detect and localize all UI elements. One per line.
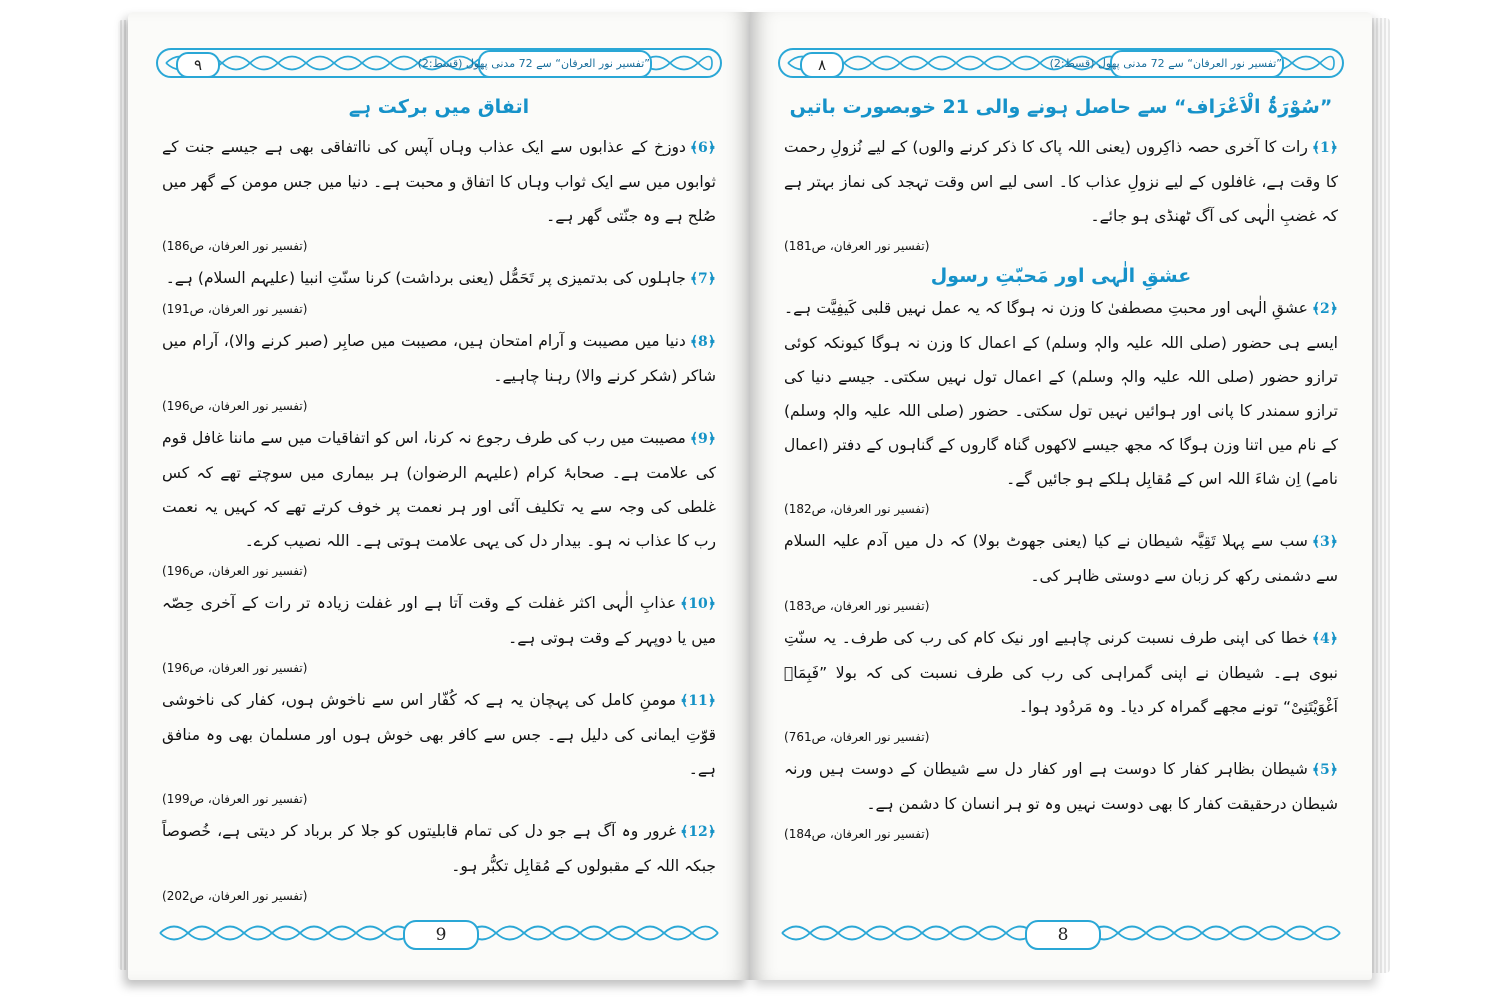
reference: (تفسیر نور العرفان، ص184) xyxy=(784,827,930,841)
list-item xyxy=(784,621,1338,724)
item-text: سب سے پہلا تَقِیَّہ شیطان نے کیا (یعنی جھوٹ بولا) کہ دل میں آدم علیہ السلام سے دشمنی رکھ کر زبان سے دوستی ظاہر کی۔ xyxy=(784,532,1338,585)
footer-ornament-band xyxy=(778,918,1344,948)
reference: (تفسیر نور العرفان، ص186) xyxy=(162,239,308,253)
item-text: دنیا میں مصیبت و آرام امتحان ہیں، مصیبت میں صابِر (صبر کرنے والا)، آرام میں شاکر (شکر کرنے والا) رہنا چاہیے۔ xyxy=(162,332,716,385)
reference: (تفسیر نور العرفان، ص202) xyxy=(162,889,308,903)
header-page-number: ۹ xyxy=(176,52,220,78)
reference: (تفسیر نور العرفان، ص191) xyxy=(162,302,308,316)
item-text: خطا کی اپنی طرف نسبت کرنی چاہیے اور نیک کام کی رب کی طرف۔ یہ سنّتِ نبوی ہے۔ شیطان نے اپنی گمراہی کی رب کی طرف نسبت کی کہ بولا ”فَبِمَاۤ اَغْوَیْتَنِیْ“ تونے مجھے گمراہ کر دیا۔ وہ مَردُود ہوا۔ xyxy=(784,629,1338,716)
item-text: عذابِ الٰہی اکثر غفلت کے وقت آتا ہے اور غفلت زیادہ تر رات کے آخری حِصّہ میں یا دوپہر کے وقت ہوتی ہے۔ xyxy=(162,594,716,647)
section-heading: عشقِ الٰہی اور مَحبّتِ رسول xyxy=(930,265,1192,287)
list-item xyxy=(162,814,716,883)
list-item xyxy=(162,261,716,296)
item-number: ﴿7﴾ xyxy=(689,271,716,287)
item-number: ﴿5﴾ xyxy=(1311,762,1338,778)
footer-page-number: 8 xyxy=(1025,920,1101,950)
item-text: رات کا آخری حصہ ذاکِروں (یعنی اللہ پاک کا ذکر کرنے والوں) کے لیے نُزولِ رحمت کا وقت ہے، غافلوں کے لیے نزولِ عذاب کا۔ اسی لیے اس وقت تہجد کی نماز بہتر ہے کہ غضبِ الٰہی کی آگ ٹھنڈی ہو جائے۔ xyxy=(784,138,1338,225)
chapter-heading: ”سُوْرَۃُ الْاَعْرَاف“ سے حاصل ہونے والی 21 خوبصورت باتیں xyxy=(789,96,1333,118)
list-item xyxy=(784,752,1338,821)
list-item xyxy=(784,291,1338,496)
item-number: ﴿1﴾ xyxy=(1311,140,1338,156)
list-item xyxy=(162,130,716,233)
item-number: ﴿11﴾ xyxy=(680,693,716,709)
item-text: شیطان بظاہر کفار کا دوست ہے اور کفار دل سے شیطان کے دوست ہیں ورنہ شیطان درحقیقت کفار کا بھی دوست نہیں وہ تو ہر انسان کا دشمن ہے۔ xyxy=(784,760,1338,813)
footer-ornament-band xyxy=(156,918,722,948)
reference: (تفسیر نور العرفان، ص182) xyxy=(784,502,930,516)
reference: (تفسیر نور العرفان، ص196) xyxy=(162,564,308,578)
item-number: ﴿8﴾ xyxy=(689,334,716,350)
list-item xyxy=(784,130,1338,233)
item-number: ﴿3﴾ xyxy=(1311,534,1338,550)
header-title: ”تفسیر نور العرفان“ سے 72 مدنی پھول (قسط:2) xyxy=(478,50,652,78)
item-number: ﴿9﴾ xyxy=(689,431,716,447)
list-item xyxy=(162,683,716,786)
item-text: مومنِ کامل کی پہچان یہ ہے کہ کُفّار اس سے ناخوش ہوں، کفار کی ناخوشی قوّتِ ایمانی کی دلیل ہے۔ جس سے کافر بھی خوش ہوں اور مسلمان بھی وہ منافق ہے۔ xyxy=(162,691,716,778)
reference: (تفسیر نور العرفان، ص183) xyxy=(784,599,930,613)
left-page xyxy=(128,12,750,980)
page-content xyxy=(784,92,1338,875)
reference: (تفسیر نور العرفان، ص761) xyxy=(784,730,930,744)
item-number: ﴿2﴾ xyxy=(1311,301,1338,317)
right-page xyxy=(750,12,1372,980)
reference: (تفسیر نور العرفان، ص199) xyxy=(162,792,308,806)
reference: (تفسیر نور العرفان، ص196) xyxy=(162,399,308,413)
item-text: مصیبت میں رب کی طرف رجوع نہ کرنا، اس کو اتفاقیات میں سے ماننا غافل قوم کی علامت ہے۔ صحابۂ کرام (علیہم الرضوان) ہر بیماری میں سوچتے تھے کہ کس غلطی کی وجہ سے یہ تکلیف آئی اور ہر نعمت پر خوف کرتے تھے کہ کہیں یہ نعمت رب کا عذاب نہ ہو۔ بیدار دل کی یہی علامت ہوتی ہے۔ اللہ نصیب کرے۔ xyxy=(162,429,716,550)
item-text: دوزخ کے عذابوں سے ایک عذاب وہاں آپس کی نااتفاقی بھی ہے جیسے جنت کے ثوابوں میں سے ایک ثواب وہاں کا اتفاق و محبت ہے۔ دنیا میں جس مومن کے گھر میں صُلح ہے وہ جنّتی گھر ہے۔ xyxy=(162,138,716,225)
item-number: ﴿12﴾ xyxy=(680,824,716,840)
page-stack-right xyxy=(1372,18,1390,973)
reference: (تفسیر نور العرفان، ص196) xyxy=(162,661,308,675)
footer-page-number: 9 xyxy=(403,920,479,950)
item-text: جاہلوں کی بدتمیزی پر تَحَمُّل (یعنی برداشت) کرنا سنّتِ انبیا (علیہم السلام) ہے۔ xyxy=(165,269,686,287)
list-item xyxy=(162,324,716,393)
item-text: غرور وہ آگ ہے جو دل کی تمام قابلیتوں کو جلا کر برباد کر دیتی ہے، خُصوصاً جبکہ اللہ کے مقبولوں کے مُقابِل تکبُّر ہو۔ xyxy=(162,822,716,875)
header-page-number: ۸ xyxy=(800,52,844,78)
reference: (تفسیر نور العرفان، ص181) xyxy=(784,239,930,253)
header-ornament-band xyxy=(156,48,722,78)
page-content xyxy=(162,92,716,903)
header-title: ”تفسیر نور العرفان“ سے 72 مدنی پھول (قسط:2) xyxy=(1110,50,1284,78)
item-number: ﴿10﴾ xyxy=(680,596,716,612)
list-item xyxy=(784,524,1338,593)
item-text: عشقِ الٰہی اور محبتِ مصطفیٰ کا وزن نہ ہوگا کہ یہ عمل نہیں قلبی کَیفِیَّت ہے۔ ایسے ہی حضور (صلی اللہ علیہ والہٖ وسلم) کے اعمال کا وزن نہ ہوگا کیونکہ کوئی ترازو حضور (صلی اللہ علیہ والہٖ وسلم) کے اعمال تول نہیں سکتی۔ جیسے دنیا کی ترازو سمندر کا پانی اور ہوائیں نہیں تول سکتی۔ حضور (صلی اللہ علیہ والہٖ وسلم) کے نام میں اتنا وزن ہوگا کہ مجھ جیسے لاکھوں گناہ گاروں کے گناہوں کے دفتر (اعمال نامے) اِن شاءَ اللہ اس کے مُقابِل ہلکے ہو جائیں گے۔ xyxy=(784,299,1338,488)
section-heading: اتفاق میں برکت ہے xyxy=(348,96,530,118)
item-number: ﴿6﴾ xyxy=(689,140,716,156)
list-item xyxy=(162,586,716,655)
list-item xyxy=(162,421,716,558)
item-number: ﴿4﴾ xyxy=(1311,631,1338,647)
header-ornament-band xyxy=(778,48,1344,78)
